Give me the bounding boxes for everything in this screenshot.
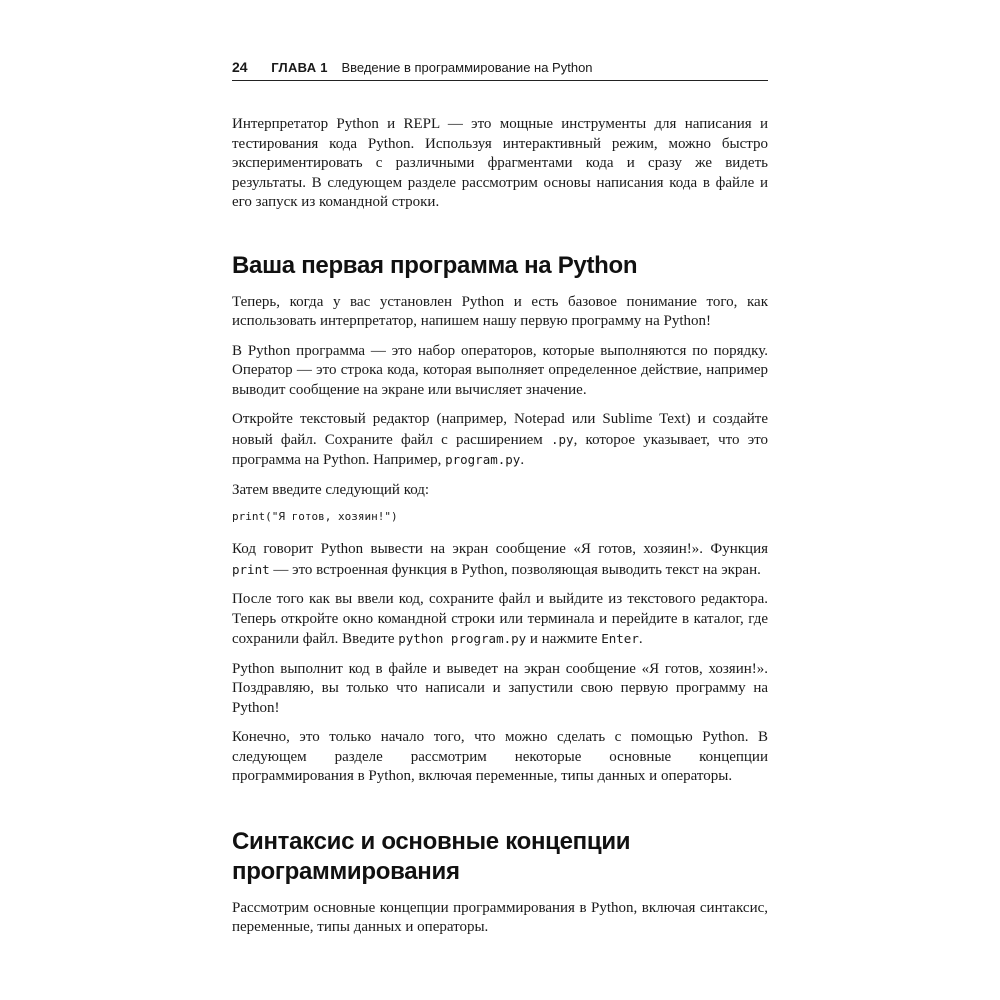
paragraph	[232, 540, 768, 580]
header-rule	[232, 80, 768, 81]
text-run: После того как вы ввели код, сохраните файл и выйдите из текстового редактора. Теперь откройте окно командной строки или терминала и перейдите в каталог, где сохранили файл. Введите	[232, 591, 768, 647]
text-run: .	[638, 631, 643, 647]
running-header	[232, 58, 768, 82]
text-run: — это встроенная функция в Python, позволяющая выводить текст на экран.	[269, 561, 761, 578]
paragraph: Рассмотрим основные концепции программирования в Python, включая синтаксис, переменные, типы данных и операторы.	[232, 899, 768, 935]
paragraph	[232, 590, 768, 650]
text-run: , которое указывает, что это программа на Python. Например,	[232, 431, 769, 468]
page-number: 24	[232, 59, 248, 75]
paragraph: Теперь, когда у вас установлен Python и есть базовое понимание того, как использовать интерпретатор, напишем нашу первую программу на Python!	[232, 293, 768, 329]
inline-code: python program.py	[398, 631, 527, 646]
text-run: Код говорит Python вывести на экран сообщение «Я готов, хозяин!». Функция	[232, 541, 768, 557]
text-run: .	[520, 452, 525, 468]
paragraph: В Python программа — это набор операторов, которые выполняются по порядку. Оператор — это строка кода, которая выполняет определенное действие, например выводит сообщение на экране или вычисляет значение.	[232, 342, 768, 398]
paragraph: Конечно, это только начало того, что можно сделать с помощью Python. В следующем разделе рассмотрим некоторые основные концепции программирования в Python, включая переменные, типы данных и операторы.	[232, 729, 768, 784]
key-name: Enter	[601, 631, 639, 646]
inline-code: .py	[551, 431, 574, 447]
text-run: Откройте текстовый редактор (например, Notepad или Sublime Text) и создайте новый файл. Сохраните файл с расширением	[232, 411, 768, 448]
paragraph	[232, 410, 768, 471]
inline-code: program.py	[445, 452, 521, 467]
intro-paragraph: Интерпретатор Python и REPL — это мощные инструменты для написания и тестирования кода Python. Используя интерактивный режим, можно быстро экспериментировать с различными фрагментами кода и сразу же видеть результаты. В следующем разделе рассмотрим основы написания кода в файле и его запуск из командной строки.	[232, 116, 768, 210]
section-heading-syntax: Синтаксис и основные концепции программирования	[232, 827, 631, 885]
chapter-title: Введение в программирование на Python	[341, 60, 593, 75]
inline-code: print	[232, 561, 270, 577]
chapter-label: ГЛАВА 1	[271, 60, 328, 75]
section-heading-first-program: Ваша первая программа на Python	[232, 251, 638, 279]
paragraph: Затем введите следующий код:	[232, 481, 430, 498]
paragraph: Python выполнит код в файле и выведет на экран сообщение «Я готов, хозяин!». Поздравляю, вы только что написали и запустили свою первую программу на Python!	[232, 660, 768, 716]
page-content	[232, 115, 768, 948]
text-run: и нажмите	[526, 631, 602, 647]
code-block: print("Я готов, хозяин!")	[232, 510, 398, 523]
